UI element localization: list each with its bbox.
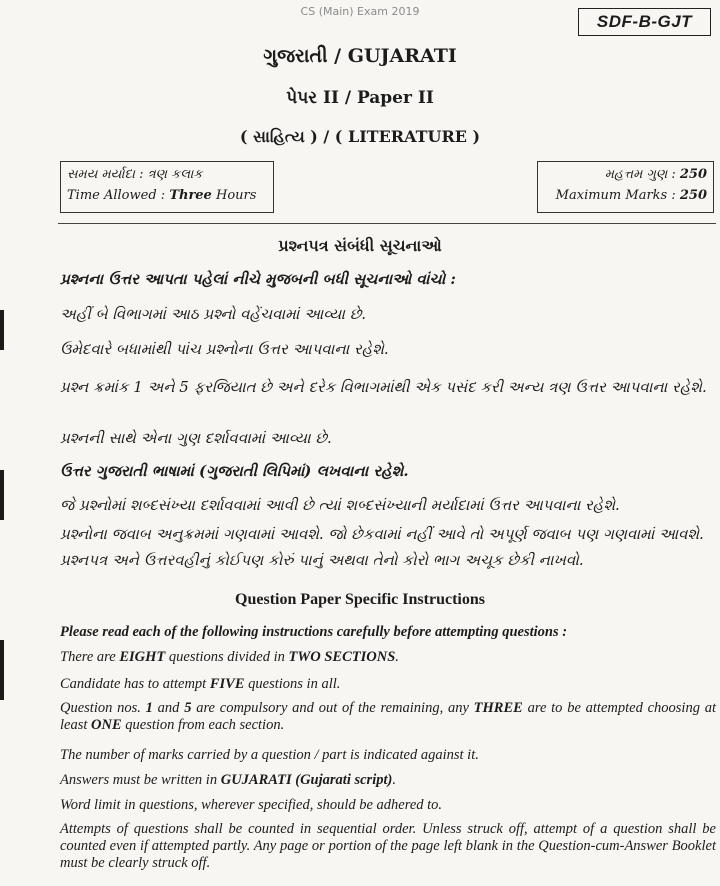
exam-stamp: CS (Main) Exam 2019 [300, 5, 420, 18]
english-instruction-7: Attempts of questions shall be counted in sequential order. Unless struck off, attempt of a question shall be counted even if attempted partly. Any page or portion of the page left blank in the Question-cum-Answer Booklet must be clearly struck off. [60, 821, 716, 871]
maximum-marks-box [537, 161, 714, 213]
scan-edge-mark [0, 640, 4, 700]
english-instruction-1: There are EIGHT questions divided in TWO SECTIONS. [60, 649, 399, 665]
paper-title: પેપર II / Paper II [286, 88, 434, 108]
english-instructions-heading: Question Paper Specific Instructions [235, 591, 485, 608]
gujarati-instruction-4: પ્રશ્નની સાથે એના ગુણ દર્શાવવામાં આવ્યા છે. [60, 429, 332, 447]
gujarati-instructions-lead: પ્રશ્નના ઉત્તર આપતા પહેલાં નીચે મુજબની બધી સૂચનાઓ વાંચો : [60, 270, 456, 288]
gujarati-instruction-2: ઉમેદવારે બધામાંથી પાંચ પ્રશ્નોના ઉત્તર આપવાના રહેશે. [60, 340, 389, 358]
subject-title: ગુજરાતી / GUJARATI [263, 45, 457, 67]
english-instruction-4: The number of marks carried by a question / part is indicated against it. [60, 747, 479, 763]
time-allowed-english: Time Allowed : Three Hours [67, 188, 257, 203]
gujarati-instruction-1: અહીં બે વિભાગમાં આઠ પ્રશ્નો વહેંચવામાં આવ્યા છે. [60, 305, 367, 323]
gujarati-instruction-5: ઉત્તર ગુજરાતી ભાષામાં (ગુજરાતી લિપિમાં) લખવાના રહેશે. [60, 462, 409, 480]
divider [58, 223, 716, 224]
gujarati-instruction-3: પ્રશ્ન ક્રમાંક 1 અને 5 ફરજિયાત છે અને દરેક વિભાગમાંથી એક પસંદ કરી અન્ય ત્રણ ઉત્તર આપવાના રહેશે. [60, 378, 707, 396]
english-instruction-3: Question nos. 1 and 5 are compulsory and out of the remaining, any THREE are to be attempted choosing at least ONE question from each section. [60, 700, 716, 733]
english-instruction-2: Candidate has to attempt FIVE questions in all. [60, 676, 341, 692]
section-title: ( સાહિત્ય ) / ( LITERATURE ) [239, 127, 481, 146]
paper-code-box: SDF-B-GJT [578, 8, 711, 36]
english-instructions-lead: Please read each of the following instructions carefully before attempting questions : [60, 624, 568, 640]
maximum-marks-english: Maximum Marks : 250 [555, 188, 707, 203]
time-allowed-gujarati: સમય મર્યાદા : ત્રણ કલાક [67, 167, 203, 182]
gujarati-instruction-7: પ્રશ્નોના જવાબ અનુક્રમમાં ગણવામાં આવશે. જો છેકવામાં નહીં આવે તો અપૂર્ણ જવાબ પણ ગણવામાં આવશે. પ્રશ્નપત્ર અને ઉત્તરવહીનું કોઈપણ કોરું પાનું અથવા તેનો કોરો ભાગ અચૂક છેકી નાખવો. [60, 525, 704, 569]
maximum-marks-gujarati: મહત્તમ ગુણ : 250 [604, 167, 707, 182]
english-instruction-6: Word limit in questions, wherever specified, should be adhered to. [60, 797, 443, 813]
time-allowed-box [60, 161, 274, 213]
gujarati-instructions-heading: પ્રશ્નપત્ર સંબંધી સૂચનાઓ [278, 236, 442, 255]
english-instruction-5: Answers must be written in GUJARATI (Gujarati script). [60, 772, 396, 788]
scan-edge-mark [0, 310, 4, 350]
scan-edge-mark [0, 470, 4, 520]
gujarati-instruction-6: જે પ્રશ્નોમાં શબ્દસંખ્યા દર્શાવવામાં આવી છે ત્યાં શબ્દસંખ્યાની મર્યાદામાં ઉત્તર આપવાના રહેશે. [60, 496, 620, 514]
